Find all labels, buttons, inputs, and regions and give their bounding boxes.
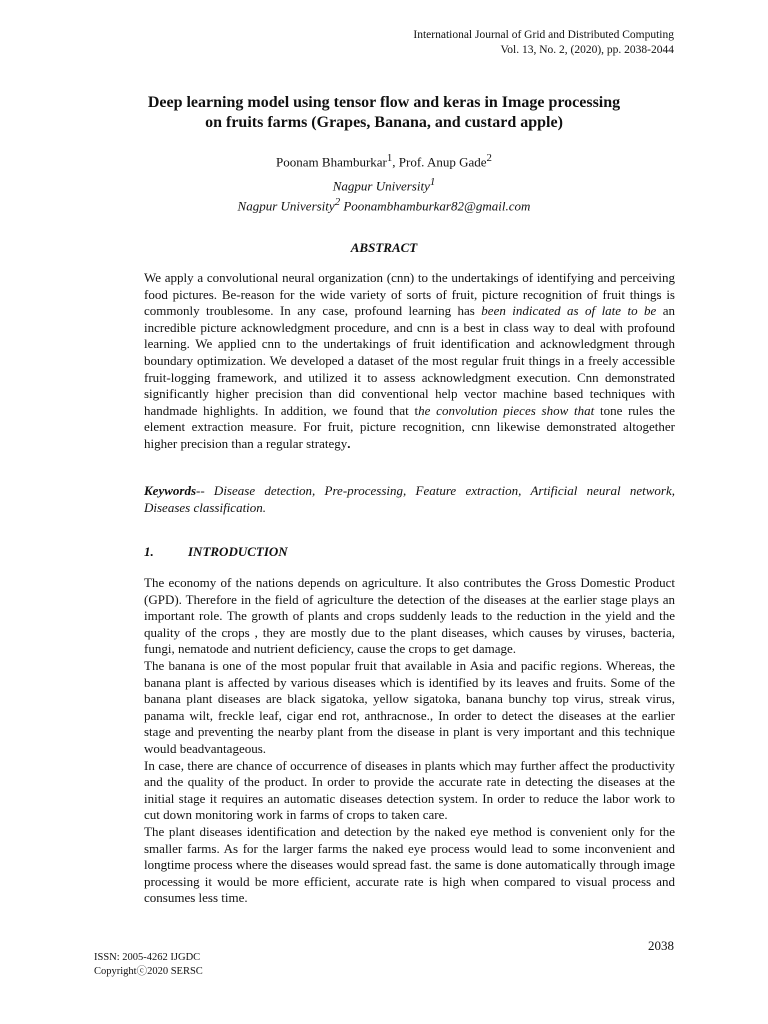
paper-title (80, 93, 688, 133)
affiliations (0, 174, 768, 215)
abstract-italic-2: he convolution pieces show that (418, 402, 595, 418)
page-number: 2038 (648, 938, 674, 953)
affiliation-1-sup: 1 (429, 176, 436, 188)
intro-paragraph-1: The economy of the nations depends on agriculture. It also contributes the Gross Domestic Product (GPD). Therefore in the field of agriculture the detection of the diseases at the earlier stage plays an important role. The growth of plants and crops suddenly leads to the reduction in the yield and the quality of the crops , they are mostly due to the plant diseases, which causes by viruses, bacteria, fungi, nematode and nutrient deficiency, cause the crops to get damage. (144, 575, 675, 657)
keywords-label: Keywords (144, 483, 196, 498)
journal-volume: Vol. 13, No. 2, (2020), pp. 2038-2044 (500, 44, 674, 56)
introduction-body (144, 575, 675, 907)
title-line-1: Deep learning model using tensor flow and keras in Image processing (147, 94, 621, 111)
affiliation-2-name: Nagpur University (237, 198, 335, 214)
abstract-text-1: We apply a convolutional neural organization (cnn) to the undertakings of identifying and perceiving food pictures. Be-reason for the wide variety of sorts of fruit, picture recognition of fruit things is commonly troublesome. In any case, profound learning has (144, 270, 675, 319)
footer (94, 951, 203, 979)
journal-header (413, 28, 674, 58)
intro-paragraph-4: The plant diseases identification and detection by the naked eye method is convenient only for the smaller farms. As for the larger farms the naked eye process would lead to some inconvenient and longtime process where the diseases would spread fast. the same is done automatically through image processing it would be more efficient, accurate rate is high when compared to visual process and consumes less time. (144, 823, 675, 906)
title-line-2: on fruits farms (Grapes, Banana, and custard apple) (205, 114, 563, 131)
section-heading-introduction (144, 544, 288, 560)
abstract-body (144, 270, 675, 453)
author-separator: , (392, 154, 399, 170)
affiliation-1-name: Nagpur University (332, 178, 430, 194)
section-number: 1. (144, 544, 154, 559)
affiliation-2-sup: 2 (334, 196, 341, 209)
author-2: Prof. Anup Gade (398, 154, 487, 170)
intro-paragraph-3: In case, there are chance of occurrence of diseases in plants which may further affect the productivity and the quality of the product. In order to provide the accurate rate in detecting the diseases at the initial stage it requires an automatic diseases detection system. In order to reduce the labor work to cut down monitoring work in farms of crops to taken care. (144, 757, 675, 823)
abstract-text-2: an incredible picture acknowledgment procedure, and cnn is a best in class way to deal with profound learning. We applied cnn to the undertakings of fruit identification and acknowledgment through boundary optimization. We developed a dataset of the most regular fruit things in a freely accessible fruit-logging framework, and utilized it to assess acknowledgment execution. Cnn demonstrated significantly higher precision than did conventional help vector machine based techniques with handmade highlights. In addition, we found that t (144, 303, 675, 418)
journal-name: International Journal of Grid and Distributed Computing (413, 29, 674, 41)
keywords (144, 483, 675, 516)
abstract-heading: ABSTRACT (350, 240, 418, 255)
abstract-text-3: tone rules the element extraction measure. For fruit, picture recognition, cnn likewise demonstrated altogether higher precision than a regular strategy (144, 402, 675, 451)
abstract-period: . (347, 435, 351, 451)
footer-copyright: Copyrightⓒ2020 SERSC (94, 966, 203, 977)
abstract-italic-1: been indicated as of late to be (481, 303, 657, 319)
affiliation-2 (0, 194, 768, 214)
author-1: Poonam Bhamburkar (276, 154, 387, 170)
author-2-sup: 2 (486, 152, 492, 164)
intro-paragraph-2: The banana is one of the most popular fruit that available in Asia and pacific regions. Whereas, the banana plant is affected by various diseases which is identified by its leaves and fruits. Some of the banana plant diseases are black sigatoka, yellow sigatoka, banana bunchy top virus, streak virus, panama wilt, freckle leaf, cigar end rot, anthracnose., In order to detect the diseases at the earlier stage and preventing the nearby plant from the disease in plant is very important and this technique would beadvantageous. (144, 657, 675, 756)
section-title: INTRODUCTION (188, 544, 288, 559)
footer-issn: ISSN: 2005-4262 IJGDC (94, 952, 201, 963)
keywords-text: -- Disease detection, Pre-processing, Feature extraction, Artificial neural network, Diseases classification. (144, 483, 675, 515)
author-email: Poonambhamburkar82@gmail.com (340, 198, 531, 214)
author-1-sup: 1 (386, 152, 393, 164)
affiliation-1 (0, 174, 768, 194)
author-list (0, 150, 768, 170)
